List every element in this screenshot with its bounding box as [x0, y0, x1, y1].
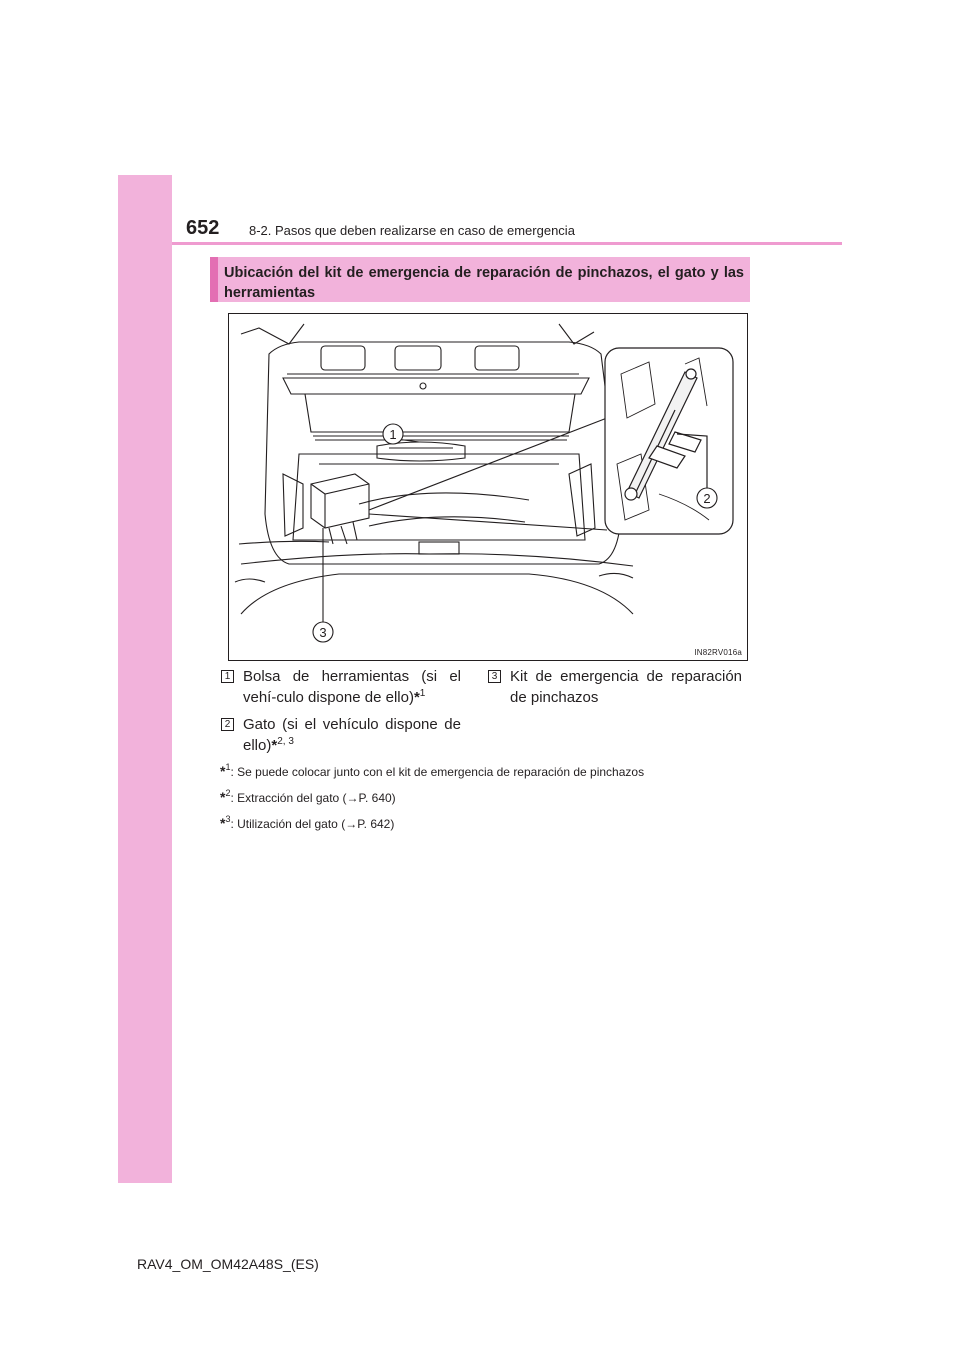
trunk-drawing — [229, 314, 747, 660]
section-title: Ubicación del kit de emergencia de reparación de pinchazos, el gato y las herramientas — [224, 265, 744, 301]
legend-text-2: Gato (si el vehículo dispone de ello) — [243, 716, 461, 754]
footnote-number: 2 — [225, 788, 231, 798]
footnote-text: : Se puede colocar junto con el kit de emergencia de reparación de pinchazos — [230, 765, 645, 779]
legend-badge-3: 3 — [488, 670, 501, 683]
footnote-star: * — [413, 689, 420, 706]
footnote-number: 3 — [225, 814, 231, 824]
legend-item-1 — [243, 666, 461, 708]
section-title-bar — [210, 257, 218, 302]
legend-text-1: Bolsa de herramientas (si el vehí-culo dispone de ello) — [243, 668, 461, 706]
trunk-illustration — [228, 313, 748, 661]
callout-1: 1 — [389, 427, 397, 442]
footnote-ref: 2, 3 — [277, 736, 294, 747]
footnote-star: * — [220, 763, 226, 779]
footnote-1 — [220, 763, 644, 779]
footnote-star: * — [220, 789, 226, 805]
side-band — [118, 175, 172, 1183]
legend-item-3 — [510, 666, 742, 708]
footnote-2 — [220, 789, 396, 805]
legend-item-2 — [243, 714, 461, 756]
section-title-box — [210, 257, 750, 302]
footnote-text: : Utilización del gato (→P. 642) — [230, 817, 395, 831]
legend-badge-1: 1 — [221, 670, 234, 683]
footnote-star: * — [220, 815, 226, 831]
page-number: 652 — [186, 217, 220, 239]
footnote-star: * — [271, 737, 278, 754]
footnote-3 — [220, 815, 394, 831]
legend-badge-2: 2 — [221, 718, 234, 731]
footnote-ref: 1 — [419, 688, 426, 699]
legend-text-3: Kit de emergencia de reparación de pinchazos — [510, 668, 742, 706]
section-header: 8-2. Pasos que deben realizarse en caso de emergencia — [249, 223, 575, 238]
footnote-number: 1 — [225, 762, 231, 772]
figure-code: IN82RV016a — [694, 648, 742, 657]
document-footer: RAV4_OM_OM42A48S_(ES) — [137, 1256, 319, 1272]
callout-2: 2 — [703, 491, 711, 506]
footnote-text: : Extracción del gato (→P. 640) — [230, 791, 396, 805]
callout-3: 3 — [319, 625, 327, 640]
header-rule — [172, 242, 842, 245]
